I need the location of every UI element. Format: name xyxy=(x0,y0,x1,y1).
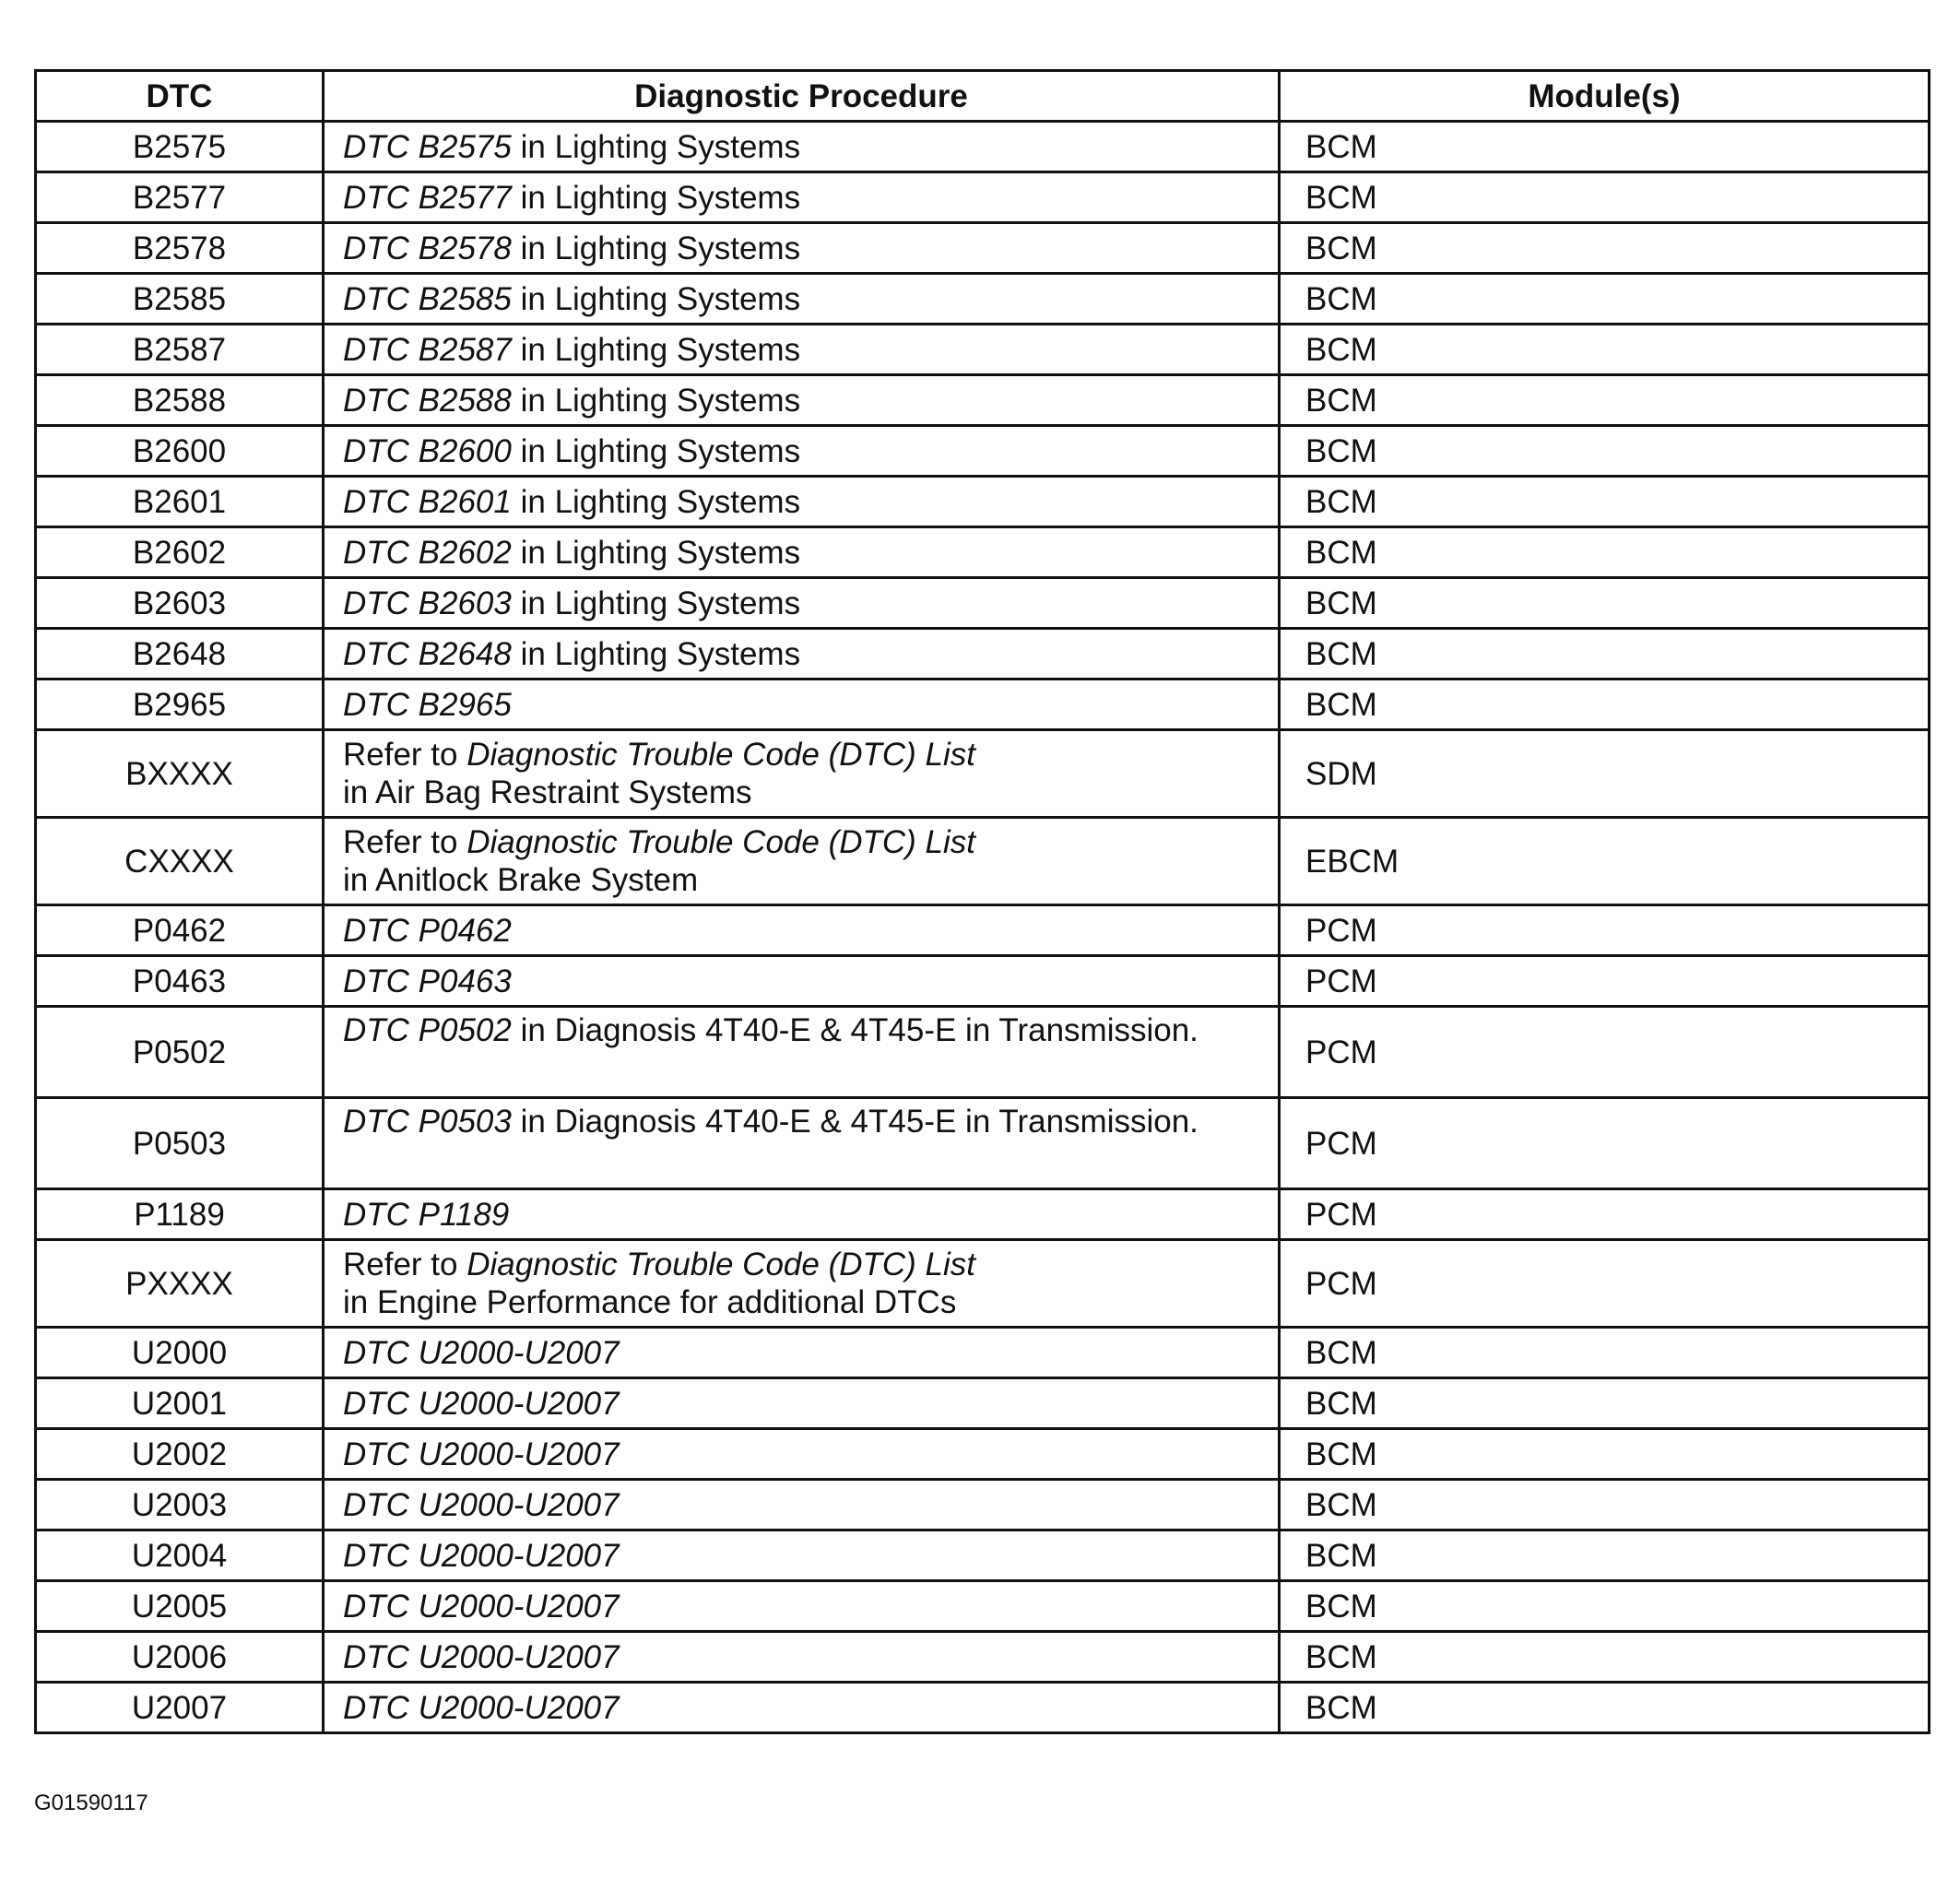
dtc-code: B2648 xyxy=(36,629,324,680)
table-row xyxy=(36,1328,1930,1378)
diagnostic-procedure xyxy=(324,1098,1280,1189)
procedure-link: DTC U2000-U2007 xyxy=(343,1436,620,1472)
module: PCM xyxy=(1280,1189,1930,1240)
module: BCM xyxy=(1280,1530,1930,1581)
procedure-link: DTC U2000-U2007 xyxy=(343,1385,620,1422)
diagnostic-procedure xyxy=(324,223,1280,274)
procedure-line-1 xyxy=(343,1246,1278,1283)
procedure-text: in Lighting Systems xyxy=(511,432,801,469)
dtc-code: P0502 xyxy=(36,1007,324,1098)
procedure-prefix: Refer to xyxy=(343,1247,467,1282)
module: BCM xyxy=(1280,680,1930,730)
diagnostic-procedure xyxy=(324,1429,1280,1480)
procedure-link: DTC B2603 xyxy=(343,585,512,621)
table-row xyxy=(36,426,1930,477)
dtc-code: U2002 xyxy=(36,1429,324,1480)
diagnostic-procedure xyxy=(324,905,1280,956)
module: PCM xyxy=(1280,956,1930,1007)
dtc-code: B2577 xyxy=(36,172,324,223)
procedure-text: in Lighting Systems xyxy=(511,382,801,419)
procedure-link: DTC P0463 xyxy=(343,963,512,999)
table-row xyxy=(36,122,1930,172)
diagnostic-procedure xyxy=(324,1581,1280,1632)
procedure-link: Diagnostic Trouble Code (DTC) List xyxy=(466,1247,975,1282)
table-row xyxy=(36,1683,1930,1733)
diagnostic-procedure xyxy=(324,1328,1280,1378)
module: BCM xyxy=(1280,1632,1930,1683)
dtc-code: BXXXX xyxy=(36,730,324,818)
procedure-text: in Lighting Systems xyxy=(511,280,801,317)
procedure-text: in Lighting Systems xyxy=(511,128,801,165)
module: BCM xyxy=(1280,629,1930,680)
dtc-code: B2601 xyxy=(36,477,324,527)
dtc-code: U2007 xyxy=(36,1683,324,1733)
table-row xyxy=(36,1098,1930,1189)
module: BCM xyxy=(1280,1378,1930,1429)
procedure-text: in Diagnosis 4T40-E & 4T45-E in Transmission. xyxy=(511,1104,1198,1140)
procedure-link: DTC U2000-U2007 xyxy=(343,1588,620,1625)
table-row xyxy=(36,956,1930,1007)
procedure-link: DTC B2648 xyxy=(343,635,512,672)
diagnostic-procedure xyxy=(324,274,1280,325)
dtc-code: B2603 xyxy=(36,578,324,629)
diagnostic-procedure xyxy=(324,1480,1280,1530)
diagnostic-procedure xyxy=(324,527,1280,578)
module: SDM xyxy=(1280,730,1930,818)
table-row xyxy=(36,730,1930,818)
module: BCM xyxy=(1280,1683,1930,1733)
procedure-link: DTC P0503 xyxy=(343,1104,512,1140)
diagnostic-procedure xyxy=(324,1189,1280,1240)
procedure-line-1 xyxy=(343,823,1278,861)
table-row xyxy=(36,325,1930,375)
table-row xyxy=(36,1581,1930,1632)
procedure-text: in Lighting Systems xyxy=(511,230,801,266)
procedure-link: DTC B2587 xyxy=(343,331,512,368)
procedure-text: in Lighting Systems xyxy=(511,635,801,672)
procedure-link: DTC U2000-U2007 xyxy=(343,1689,620,1726)
module: BCM xyxy=(1280,1480,1930,1530)
diagnostic-procedure xyxy=(324,818,1280,905)
procedure-line-2: in Air Bag Restraint Systems xyxy=(343,774,752,810)
dtc-code: B2588 xyxy=(36,375,324,426)
module: BCM xyxy=(1280,1328,1930,1378)
procedure-link: DTC B2965 xyxy=(343,686,512,723)
procedure-text: in Lighting Systems xyxy=(511,534,801,571)
header-diagnostic-procedure: Diagnostic Procedure xyxy=(324,71,1280,122)
procedure-text: in Lighting Systems xyxy=(511,331,801,368)
procedure-prefix: Refer to xyxy=(343,737,467,773)
dtc-code: B2587 xyxy=(36,325,324,375)
dtc-code: CXXXX xyxy=(36,818,324,905)
procedure-link: DTC P0462 xyxy=(343,912,512,949)
module: PCM xyxy=(1280,1007,1930,1098)
table-row xyxy=(36,527,1930,578)
procedure-link: DTC B2575 xyxy=(343,128,512,165)
diagnostic-procedure xyxy=(324,1683,1280,1733)
procedure-link: DTC U2000-U2007 xyxy=(343,1334,620,1371)
procedure-text: in Lighting Systems xyxy=(511,483,801,520)
dtc-code: U2003 xyxy=(36,1480,324,1530)
table-row xyxy=(36,1632,1930,1683)
module: PCM xyxy=(1280,1098,1930,1189)
procedure-link: DTC B2585 xyxy=(343,280,512,317)
diagnostic-procedure xyxy=(324,477,1280,527)
procedure-link: DTC U2000-U2007 xyxy=(343,1638,620,1675)
table-row xyxy=(36,223,1930,274)
header-row xyxy=(36,71,1930,122)
table-row xyxy=(36,1530,1930,1581)
table-row xyxy=(36,629,1930,680)
dtc-code: P0463 xyxy=(36,956,324,1007)
module: BCM xyxy=(1280,477,1930,527)
table-row xyxy=(36,818,1930,905)
diagnostic-procedure xyxy=(324,1530,1280,1581)
module: EBCM xyxy=(1280,818,1930,905)
procedure-link: Diagnostic Trouble Code (DTC) List xyxy=(466,737,975,773)
table-row xyxy=(36,375,1930,426)
diagnostic-procedure xyxy=(324,1007,1280,1098)
procedure-link: DTC B2577 xyxy=(343,179,512,216)
dtc-code: P1189 xyxy=(36,1189,324,1240)
diagnostic-procedure xyxy=(324,730,1280,818)
dtc-code: U2004 xyxy=(36,1530,324,1581)
diagnostic-procedure xyxy=(324,578,1280,629)
dtc-code: PXXXX xyxy=(36,1240,324,1328)
module: BCM xyxy=(1280,122,1930,172)
module: PCM xyxy=(1280,1240,1930,1328)
module: BCM xyxy=(1280,1581,1930,1632)
diagnostic-procedure xyxy=(324,172,1280,223)
procedure-link: DTC U2000-U2007 xyxy=(343,1486,620,1523)
table-row xyxy=(36,1007,1930,1098)
procedure-link: DTC B2600 xyxy=(343,432,512,469)
dtc-code: B2585 xyxy=(36,274,324,325)
module: PCM xyxy=(1280,905,1930,956)
dtc-code: B2575 xyxy=(36,122,324,172)
procedure-prefix: Refer to xyxy=(343,824,467,860)
figure-id: G01590117 xyxy=(34,1790,148,1815)
procedure-link: DTC P1189 xyxy=(343,1196,510,1233)
diagnostic-procedure xyxy=(324,122,1280,172)
table-row xyxy=(36,274,1930,325)
dtc-code: B2602 xyxy=(36,527,324,578)
procedure-line-2: in Engine Performance for additional DTCs xyxy=(343,1284,957,1320)
procedure-link: DTC B2602 xyxy=(343,534,512,571)
procedure-line-2: in Anitlock Brake System xyxy=(343,862,699,898)
dtc-code: P0462 xyxy=(36,905,324,956)
module: BCM xyxy=(1280,426,1930,477)
diagnostic-procedure xyxy=(324,1632,1280,1683)
dtc-code: U2001 xyxy=(36,1378,324,1429)
procedure-link: DTC B2578 xyxy=(343,230,512,266)
table-row xyxy=(36,1429,1930,1480)
dtc-code: U2005 xyxy=(36,1581,324,1632)
module: BCM xyxy=(1280,527,1930,578)
module: BCM xyxy=(1280,223,1930,274)
procedure-link: Diagnostic Trouble Code (DTC) List xyxy=(466,824,975,860)
module: BCM xyxy=(1280,274,1930,325)
table-row xyxy=(36,1480,1930,1530)
table-row xyxy=(36,680,1930,730)
procedure-text: in Diagnosis 4T40-E & 4T45-E in Transmission. xyxy=(511,1012,1198,1048)
diagnostic-procedure xyxy=(324,1240,1280,1328)
procedure-text: in Lighting Systems xyxy=(511,179,801,216)
header-dtc: DTC xyxy=(36,71,324,122)
table-row xyxy=(36,905,1930,956)
procedure-link: DTC P0502 xyxy=(343,1012,512,1048)
header-modules: Module(s) xyxy=(1280,71,1930,122)
module: BCM xyxy=(1280,172,1930,223)
table-row xyxy=(36,1189,1930,1240)
table-row xyxy=(36,1378,1930,1429)
module: BCM xyxy=(1280,375,1930,426)
dtc-code: B2965 xyxy=(36,680,324,730)
diagnostic-procedure xyxy=(324,680,1280,730)
diagnostic-procedure xyxy=(324,1378,1280,1429)
dtc-code: B2600 xyxy=(36,426,324,477)
table-row xyxy=(36,172,1930,223)
module: BCM xyxy=(1280,1429,1930,1480)
table-row xyxy=(36,1240,1930,1328)
dtc-table xyxy=(34,69,1930,1734)
procedure-text: in Lighting Systems xyxy=(511,585,801,621)
diagnostic-procedure xyxy=(324,629,1280,680)
dtc-code: U2006 xyxy=(36,1632,324,1683)
dtc-code: B2578 xyxy=(36,223,324,274)
module: BCM xyxy=(1280,578,1930,629)
table-row xyxy=(36,477,1930,527)
procedure-line-1 xyxy=(343,736,1278,774)
diagnostic-procedure xyxy=(324,956,1280,1007)
procedure-link: DTC B2601 xyxy=(343,483,512,520)
table-row xyxy=(36,578,1930,629)
diagnostic-procedure xyxy=(324,375,1280,426)
diagnostic-procedure xyxy=(324,426,1280,477)
module: BCM xyxy=(1280,325,1930,375)
dtc-code: P0503 xyxy=(36,1098,324,1189)
procedure-link: DTC U2000-U2007 xyxy=(343,1537,620,1574)
diagnostic-procedure xyxy=(324,325,1280,375)
procedure-link: DTC B2588 xyxy=(343,382,512,419)
dtc-code: U2000 xyxy=(36,1328,324,1378)
